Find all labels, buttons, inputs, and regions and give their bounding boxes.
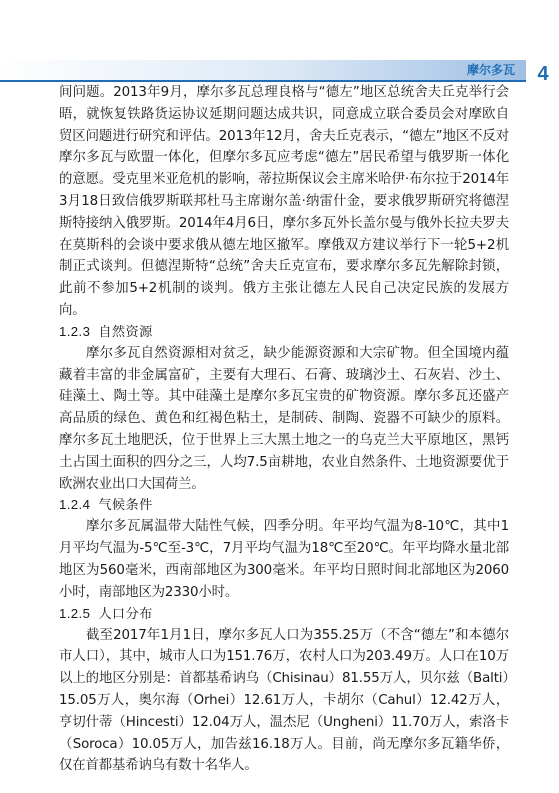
section-number: 1.2.3 — [59, 323, 91, 339]
paragraph-intro-continued: 间问题。2013年9月，摩尔多瓦总理良格与“德左”地区总统舍夫丘克举行会晤，就恢复铁路货运协议延期问题达成共识，同意成立联合委员会对摩欧自贸区问题进行研究和评估。2013年12月，舍夫丘克表示，“德左”地区不反对摩尔多瓦与欧盟一体化，但摩尔多瓦应考虑“德左”居民希望与俄罗斯一体化的意愿。受克里米亚危机的影响，蒂拉斯保议会主席米哈伊·布尔拉于2014年3月18日致信俄罗斯联邦杜马主席谢尔盖·纳雷什金，要求俄罗斯研究将德涅斯特接纳入俄罗斯。2014年4月6日，摩尔多瓦外长盖尔曼与俄外长拉夫罗夫在莫斯科的会谈中要求俄从德左地区撤军。摩俄双方建议举行下一轮5+2机制正式谈判。但德涅斯特“总统”舍夫丘克宣布，要求摩尔多瓦先解除封锁，此前不参加5+2机制的谈判。俄方主张让德左人民自己决定民族的发展方向。 — [59, 85, 509, 318]
paragraph-climate: 摩尔多瓦属温带大陆性气候，四季分明。年平均气温为8-10℃，其中1月平均气温为-5℃至-3℃，7月平均气温为18℃至20℃。年平均降水量北部地区为560毫米，西南部地区为300毫米。年平均日照时间北部地区为2060小时，南部地区为2330小时。 — [59, 519, 509, 600]
running-title: 摩尔多瓦 — [466, 63, 515, 77]
section-number: 1.2.5 — [59, 605, 91, 621]
page-body — [59, 82, 509, 777]
section-heading-climate — [59, 495, 509, 516]
header-bar — [0, 60, 526, 82]
section-title: 自然资源 — [98, 324, 153, 340]
section-heading-population — [59, 604, 509, 625]
section-title: 人口分布 — [98, 606, 153, 622]
section-number: 1.2.4 — [59, 497, 91, 513]
section-title: 气候条件 — [98, 498, 153, 514]
paragraph-population: 截至2017年1月1日，摩尔多瓦人口为355.25万（不含“德左”和本德尔市人口），其中，城市人口为151.76万，农村人口为203.49万。人口在10万以上的地区分别是：首都基希讷乌（Chisinau）81.55万人，贝尔兹（Balti）15.05万人，奥尔海（Orhei）12.61万人，卡胡尔（Cahul）12.42万人，亨切什蒂（Hincesti）12.04万人，温杰尼（Ungheni）11.70万人，索洛卡（Soroca）10.05万人，加告兹16.18万人。目前，尚无摩尔多瓦籍华侨，仅在首都基希讷乌有数十名华人。 — [59, 627, 509, 774]
paragraph-natural-resources: 摩尔多瓦自然资源相对贫乏，缺少能源资源和大宗矿物。但全国境内蕴藏着丰富的非金属富矿，主要有大理石、石膏、玻璃沙土、石灰岩、沙土、硅藻土、陶土等。其中硅藻土是摩尔多瓦宝贵的矿物资源。摩尔多瓦还盛产高品质的绿色、黄色和红褐色粘土，是制砖、制陶、瓷器不可缺少的原料。摩尔多瓦土地肥沃，位于世界上三大黑土地之一的乌克兰大平原地区，黑钙土占国土面积的四分之三，人均7.5亩耕地，农业自然条件、土地资源要优于欧洲农业出口大国荷兰。 — [59, 345, 509, 492]
page-number: 4 — [537, 63, 549, 85]
section-heading-natural-resources — [59, 322, 509, 343]
